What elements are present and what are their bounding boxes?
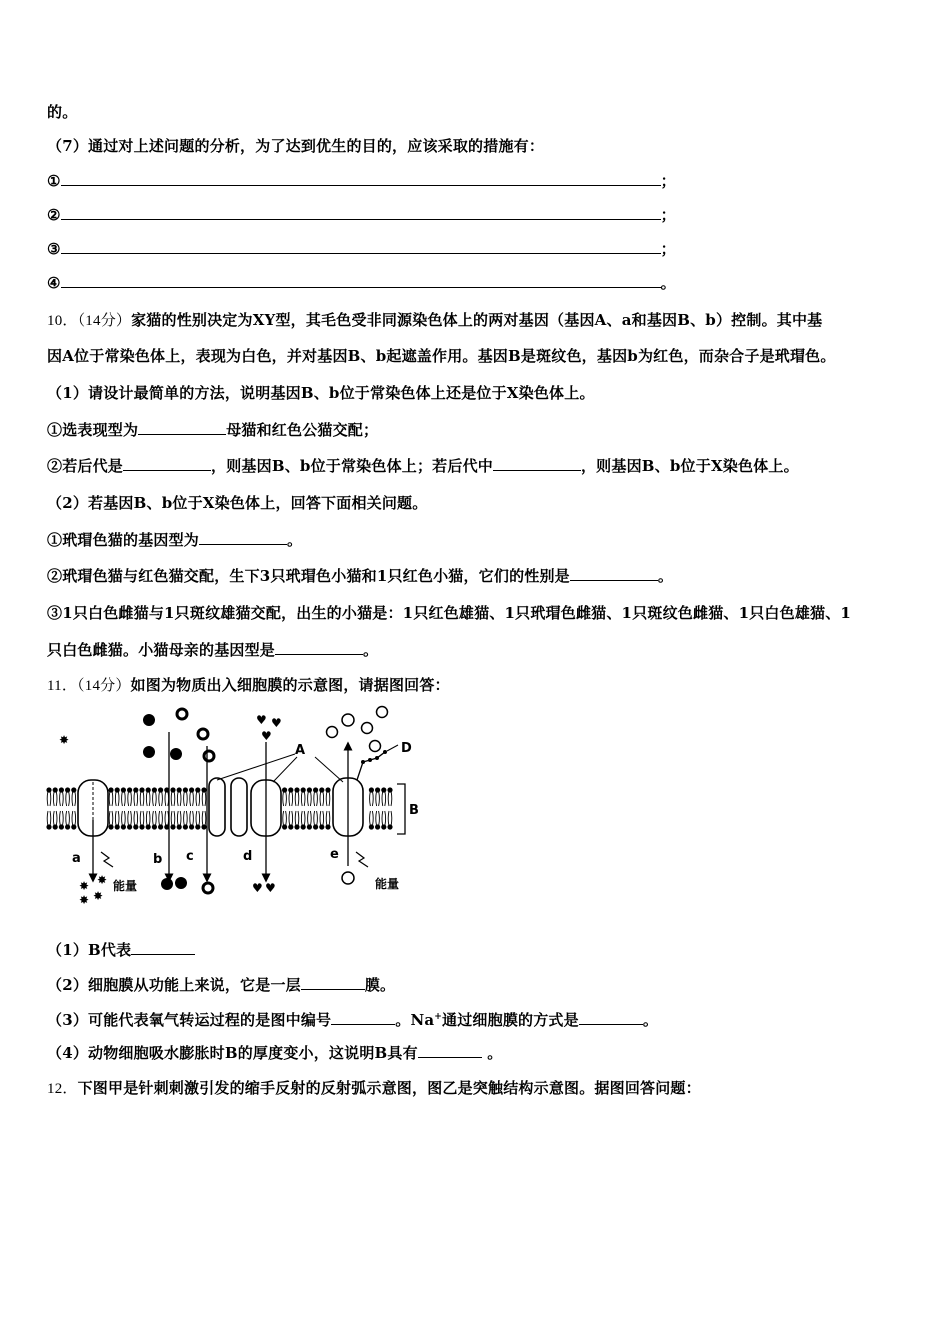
q11-part3: （3）可能代表氧气转运过程的是图中编号 。Na+通过细胞膜的方式是 。 <box>47 1011 659 1029</box>
phospholipid-head <box>387 811 392 830</box>
phospholipid-head <box>319 811 324 830</box>
phospholipid-head <box>139 811 144 830</box>
q11-part1: （1）B代表 <box>47 940 195 960</box>
phospholipid-head <box>177 811 182 830</box>
phospholipid-head <box>369 787 374 806</box>
phospholipid-head <box>189 787 194 806</box>
phospholipid-head <box>294 787 299 806</box>
answer-blank[interactable] <box>570 566 658 581</box>
answer-blank[interactable] <box>61 273 661 288</box>
answer-blank[interactable] <box>579 1010 643 1025</box>
answer-blank[interactable] <box>123 456 211 471</box>
phospholipid-head <box>170 811 175 830</box>
phospholipid-head <box>53 787 58 806</box>
phospholipid-head <box>313 811 318 830</box>
phospholipid-head <box>158 811 163 830</box>
q9-continuation: 的。 <box>47 103 78 121</box>
phospholipid-head <box>288 811 293 830</box>
phospholipid-head <box>133 787 138 806</box>
phospholipid-head <box>288 787 293 806</box>
q9-measure-3: ③ ； <box>47 240 676 258</box>
answer-blank[interactable] <box>61 239 661 254</box>
phospholipid-head <box>307 787 312 806</box>
phospholipid-head <box>146 787 151 806</box>
phospholipid-head <box>133 811 138 830</box>
phospholipid-head <box>71 787 76 806</box>
answer-blank[interactable] <box>61 171 661 186</box>
phospholipid-head <box>294 811 299 830</box>
channel-protein-c <box>209 778 247 836</box>
phospholipid-head <box>46 811 51 830</box>
svg-text:✸: ✸ <box>93 889 104 903</box>
q10-part1-step2: ②若后代是 ，则基因B、b位于常染色体上；若后代中 ，则基因B、b位于X染色体上。 <box>47 457 799 475</box>
phospholipid-head <box>195 787 200 806</box>
answer-blank[interactable] <box>301 975 365 990</box>
q9-measure-1: ① ； <box>47 172 676 190</box>
answer-blank[interactable] <box>61 205 661 220</box>
phospholipid-head <box>375 787 380 806</box>
phospholipid-head <box>282 811 287 830</box>
phospholipid-head <box>301 811 306 830</box>
q12-number: 12． <box>47 1081 78 1097</box>
q11-stem: 11．（14分）如图为物质出入细胞膜的示意图，请据图回答： <box>47 676 450 694</box>
svg-text:♥: ♥ <box>271 716 282 730</box>
phospholipid-head <box>127 787 132 806</box>
phospholipid-head <box>108 787 113 806</box>
svg-text:✸: ✸ <box>59 733 70 747</box>
phospholipid-head <box>189 811 194 830</box>
phospholipid-head <box>381 787 386 806</box>
q10-part1-step1: ①选表现型为 母猫和红色公猫交配； <box>47 421 379 439</box>
bracket-b <box>397 784 405 834</box>
phospholipid-head <box>115 787 120 806</box>
phospholipid-head <box>59 811 64 830</box>
phospholipid-head <box>375 811 380 830</box>
phospholipid-head <box>59 787 64 806</box>
phospholipid-head <box>170 787 175 806</box>
q10-part2-q2: ②玳瑁色猫与红色猫交配，生下3只玳瑁色小猫和1只红色小猫，它们的性别是 。 <box>47 567 674 585</box>
energy-label-2: 能量 <box>375 877 400 891</box>
label-b: B <box>409 803 419 818</box>
phospholipid-head <box>108 811 113 830</box>
q12-stem: 12．下图甲是针刺刺激引发的缩手反射的反射弧示意图，图乙是突触结构示意图。据图回答问题： <box>47 1079 701 1097</box>
q9-measure-2: ② ； <box>47 206 676 224</box>
answer-blank[interactable] <box>331 1010 395 1025</box>
q10-stem-line1: 10．（14分）家猫的性别决定为XY型，其毛色受非同源染色体上的两对基因（基因A、a和基因B、b）控制。其中基 <box>47 311 823 329</box>
phospholipid-head <box>325 787 330 806</box>
phospholipid-head <box>65 811 70 830</box>
phospholipid-head <box>319 787 324 806</box>
label-e-lower: e <box>330 847 339 862</box>
phospholipid-head <box>307 811 312 830</box>
phospholipid-head <box>177 787 182 806</box>
phospholipid-head <box>152 811 157 830</box>
answer-blank[interactable] <box>493 456 581 471</box>
phospholipid-head <box>71 811 76 830</box>
label-d: D <box>401 741 412 756</box>
label-a: A <box>295 743 306 758</box>
phospholipid-head <box>201 811 206 830</box>
phospholipid-head <box>381 811 386 830</box>
q10-part2-q3-line1: ③1只白色雌猫与1只斑纹雄猫交配，出生的小猫是：1只红色雄猫、1只玳瑁色雌猫、1只斑纹色雌猫、1只白色雄猫、1 <box>47 604 852 622</box>
phospholipid-head <box>195 811 200 830</box>
phospholipid-head <box>53 811 58 830</box>
phospholipid-head <box>121 811 126 830</box>
svg-text:♥: ♥ <box>252 881 263 895</box>
cell-membrane-diagram <box>45 702 425 912</box>
q10-part2-q3-line2: 只白色雌猫。小猫母亲的基因型是 。 <box>47 641 379 659</box>
phospholipid-head <box>301 787 306 806</box>
label-b-lower: b <box>153 852 163 867</box>
phospholipid-head <box>313 787 318 806</box>
svg-text:✸: ✸ <box>79 893 90 907</box>
answer-blank[interactable] <box>275 640 363 655</box>
q10-part1: （1）请设计最简单的方法，说明基因B、b位于常染色体上还是位于X染色体上。 <box>47 384 595 402</box>
answer-blank[interactable] <box>199 530 287 545</box>
phospholipid-head <box>115 811 120 830</box>
phospholipid-head <box>387 787 392 806</box>
answer-blank[interactable] <box>418 1043 482 1058</box>
phospholipid-head <box>158 787 163 806</box>
q11-number: 11．（14分） <box>47 678 131 694</box>
q10-part2: （2）若基因B、b位于X染色体上，回答下面相关问题。 <box>47 494 428 512</box>
q9-part7: （7）通过对上述问题的分析，为了达到优生的目的，应该采取的措施有： <box>47 137 545 155</box>
q10-number: 10．（14分） <box>47 313 132 329</box>
svg-text:♥: ♥ <box>261 729 272 743</box>
phospholipid-head <box>46 787 51 806</box>
svg-text:✸: ✸ <box>97 873 108 887</box>
phospholipid-head <box>369 811 374 830</box>
phospholipid-head <box>121 787 126 806</box>
svg-text:✸: ✸ <box>79 879 90 893</box>
q11-part4: （4）动物细胞吸水膨胀时B的厚度变小，这说明B具有 。 <box>47 1044 503 1062</box>
label-c-lower: c <box>186 849 194 864</box>
phospholipid-head <box>325 811 330 830</box>
phospholipid-head <box>183 811 188 830</box>
svg-text:♥: ♥ <box>265 881 276 895</box>
q10-stem-line2: 因A位于常染色体上，表现为白色，并对基因B、b起遮盖作用。基因B是斑纹色，基因b为红色，而杂合子是玳瑁色。 <box>47 347 836 365</box>
phospholipid-head <box>282 787 287 806</box>
label-a-lower: a <box>72 851 81 866</box>
energy-label-1: 能量 <box>113 879 138 893</box>
phospholipid-head <box>65 787 70 806</box>
phospholipid-head <box>201 787 206 806</box>
q11-part2: （2）细胞膜从功能上来说，它是一层 膜。 <box>47 976 396 994</box>
q9-measure-4: ④ 。 <box>47 274 676 292</box>
phospholipid-head <box>146 811 151 830</box>
phospholipid-head <box>139 787 144 806</box>
phospholipid-head <box>183 787 188 806</box>
svg-text:♥: ♥ <box>256 713 267 727</box>
q10-part2-q1: ①玳瑁色猫的基因型为 。 <box>47 531 303 549</box>
answer-blank[interactable] <box>131 940 195 955</box>
label-d-lower: d <box>243 849 253 864</box>
phospholipid-head <box>152 787 157 806</box>
molecules-outside <box>59 707 388 762</box>
phospholipid-head <box>127 811 132 830</box>
answer-blank[interactable] <box>138 420 226 435</box>
